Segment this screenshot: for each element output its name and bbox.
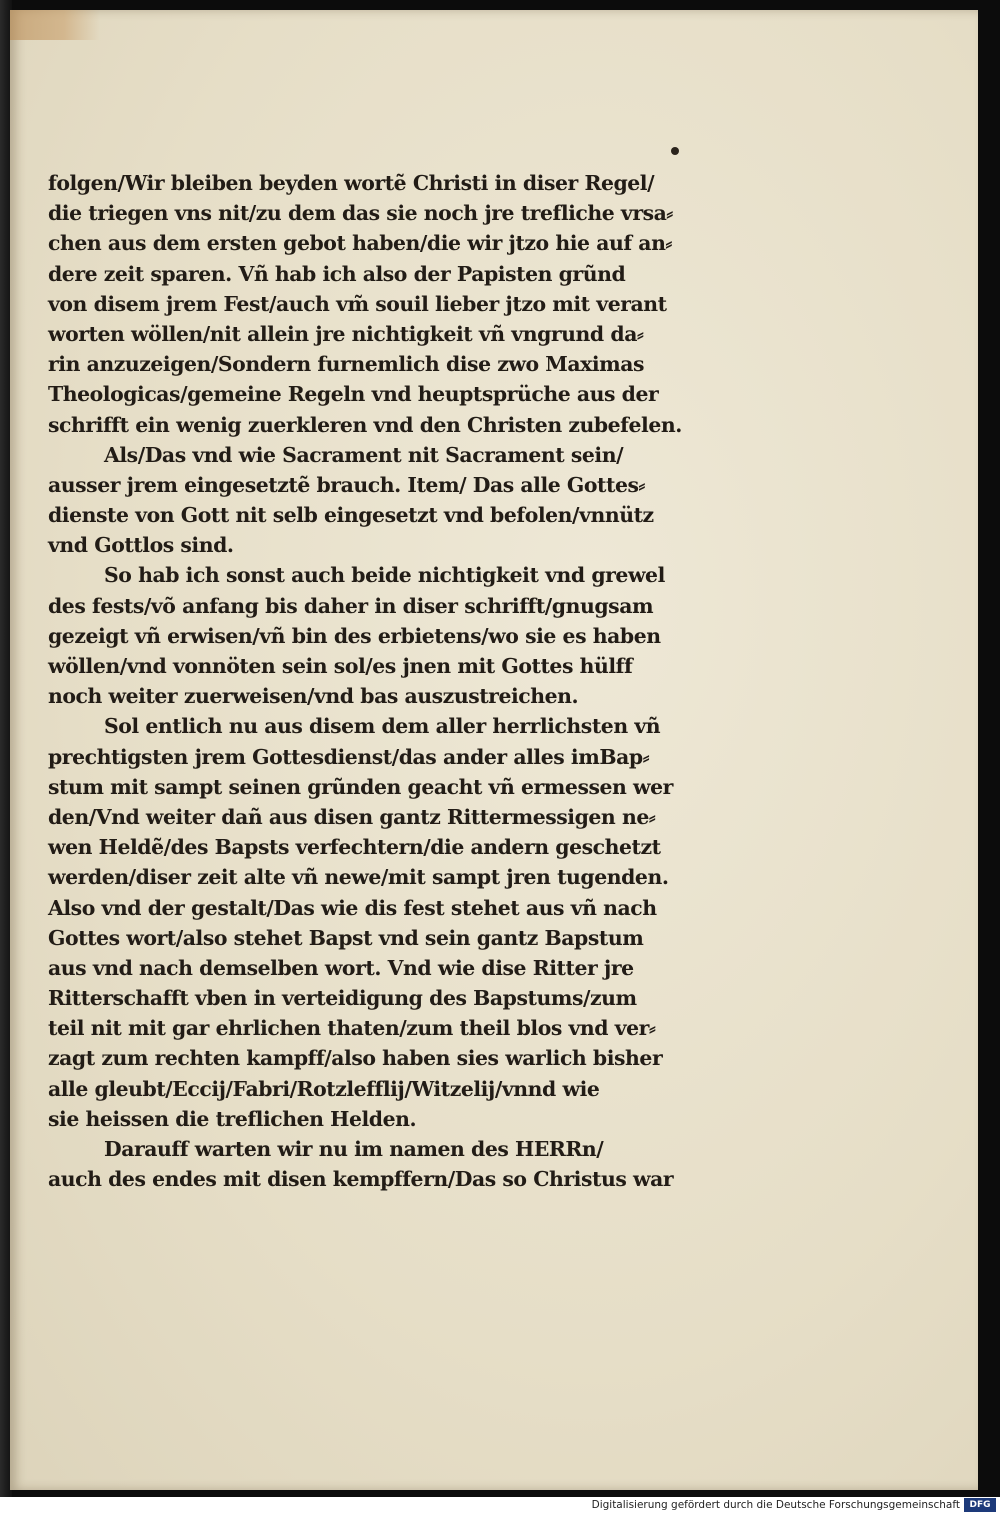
text-line: sie heissen die treflichen Helden. <box>48 1106 417 1131</box>
text-line: auch des endes mit disen kempffern/Das so Christus war <box>48 1167 674 1192</box>
text-line: von disem jrem Fest/auch vm̃ souil lieber jtzo mit verant <box>48 291 667 316</box>
text-line: schrifft ein wenig zuerkleren vnd den Christen zubefelen. <box>48 412 682 437</box>
text-line: vnd Gottlos sind. <box>48 533 234 558</box>
text-line: teil nit mit gar ehrlichen thaten/zum theil blos vnd ver⸗ <box>48 1016 656 1041</box>
dfg-logo: DFG <box>964 1498 996 1512</box>
text-line: ausser jrem eingesetztẽ brauch. Item/ Das alle Gottes⸗ <box>48 472 645 497</box>
text-line: gezeigt vñ erwisen/vñ bin des erbietens/wo sie es haben <box>48 623 661 648</box>
text-line: Gottes wort/also stehet Bapst vnd sein gantz Bapstum <box>48 925 644 950</box>
text-line: prechtigsten jrem Gottesdienst/das ander alles imBap⸗ <box>48 744 650 769</box>
funding-notice: Digitalisierung gefördert durch die Deutsche Forschungsgemeinschaft <box>591 1499 960 1511</box>
text-line: wöllen/vnd vonnöten sein sol/es jnen mit Gottes hülff <box>48 654 633 678</box>
text-line: dere zeit sparen. Vñ hab ich also der Papisten grũnd <box>48 261 626 286</box>
text-line: noch weiter zuerweisen/vnd bas auszustreichen. <box>48 684 579 709</box>
text-line: aus vnd nach demselben wort. Vnd wie dise Ritter jre <box>48 955 634 980</box>
text-line: Als/Das vnd wie Sacrament nit Sacrament sein/ <box>104 442 624 467</box>
text-line: den/Vnd weiter dañ aus disen gantz Rittermessigen ne⸗ <box>48 804 656 829</box>
page-dot-mark <box>671 147 679 155</box>
text-line: zagt zum rechten kampff/also haben sies warlich bisher <box>48 1046 663 1071</box>
text-line: rin anzuzeigen/Sondern furnemlich dise zwo Maximas <box>48 352 645 377</box>
page-stain <box>10 10 100 40</box>
text-line: folgen/Wir bleiben beyden wortẽ Christi in diser Regel/ <box>48 171 655 195</box>
text-line: werden/diser zeit alte vñ newe/mit sampt jren tugenden. <box>48 865 669 890</box>
text-line: Sol entlich nu aus disem dem aller herrlichsten vñ <box>104 714 661 739</box>
text-line: des fests/võ anfang bis daher in diser schrifft/gnugsam <box>48 593 654 618</box>
page-text <box>48 168 718 1194</box>
text-line: die triegen vns nit/zu dem das sie noch jre trefliche vrsa⸗ <box>48 201 673 226</box>
text-line: So hab ich sonst auch beide nichtigkeit vnd grewel <box>104 563 665 588</box>
text-line: Ritterschafft vben in verteidigung des Bapstums/zum <box>48 986 637 1011</box>
text-line: stum mit sampt seinen grũnden geacht vñ ermessen wer <box>48 774 673 799</box>
text-line: dienste von Gott nit selb eingesetzt vnd befolen/vnnütz <box>48 503 654 528</box>
text-line: Also vnd der gestalt/Das wie dis fest stehet aus vñ nach <box>48 895 657 920</box>
text-line: Darauff warten wir nu im namen des HERRn/ <box>104 1137 604 1161</box>
digitization-footer <box>0 1497 1000 1515</box>
text-line: worten wöllen/nit allein jre nichtigkeit vñ vngrund da⸗ <box>48 321 644 346</box>
text-line: chen aus dem ersten gebot haben/die wir jtzo hie auf an⸗ <box>48 231 672 256</box>
text-line: Theologicas/gemeine Regeln vnd heuptsprüche aus der <box>48 382 659 407</box>
text-line: wen Heldẽ/des Bapsts verfechtern/die andern geschetzt <box>48 835 661 860</box>
text-line: alle gleubt/Eccij/Fabri/Rotzlefflij/Witzelij/vnnd wie <box>48 1076 600 1101</box>
